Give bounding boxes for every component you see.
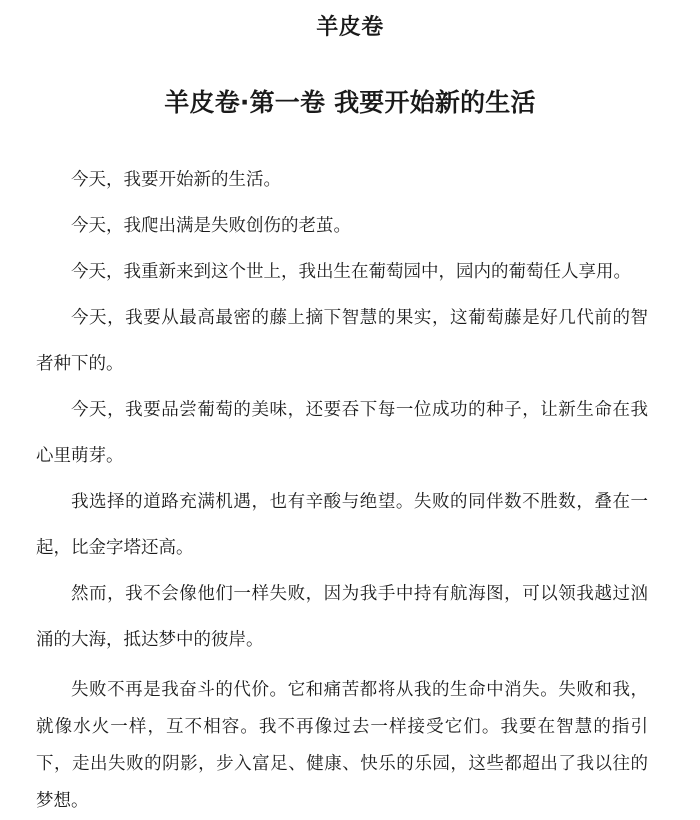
page-title: 羊皮卷 <box>316 15 384 40</box>
paragraph: 今天，我重新来到这个世上，我出生在葡萄园中，园内的葡萄任人享用。 <box>71 262 631 282</box>
paragraph: 今天，我要品尝葡萄的美味，还要吞下每一位成功的种子，让新生命在我心里萌芽。 <box>36 400 648 466</box>
paragraph: 今天，我爬出满是失败创伤的老茧。 <box>71 216 351 236</box>
paragraph: 然而，我不会像他们一样失败，因为我手中持有航海图，可以领我越过汹涌的大海，抵达梦中的彼岸。 <box>36 584 648 650</box>
paragraph: 失败不再是我奋斗的代价。它和痛苦都将从我的生命中消失。失败和我，就像水火一样，互不相容。我不再像过去一样接受它们。我要在智慧的指引下，走出失败的阴影，步入富足、健康、快乐的乐园，这些都超出了我以往的梦想。 <box>36 680 648 811</box>
chapter-subtitle: 羊皮卷·第一卷 我要开始新的生活 <box>164 88 536 117</box>
document-body <box>0 115 700 820</box>
paragraph: 我选择的道路充满机遇，也有辛酸与绝望。失败的同伴数不胜数，叠在一起，比金字塔还高。 <box>36 492 648 558</box>
paragraph: 今天，我要开始新的生活。 <box>71 170 281 190</box>
paragraph: 今天，我要从最高最密的藤上摘下智慧的果实，这葡萄藤是好几代前的智者种下的。 <box>36 308 648 374</box>
